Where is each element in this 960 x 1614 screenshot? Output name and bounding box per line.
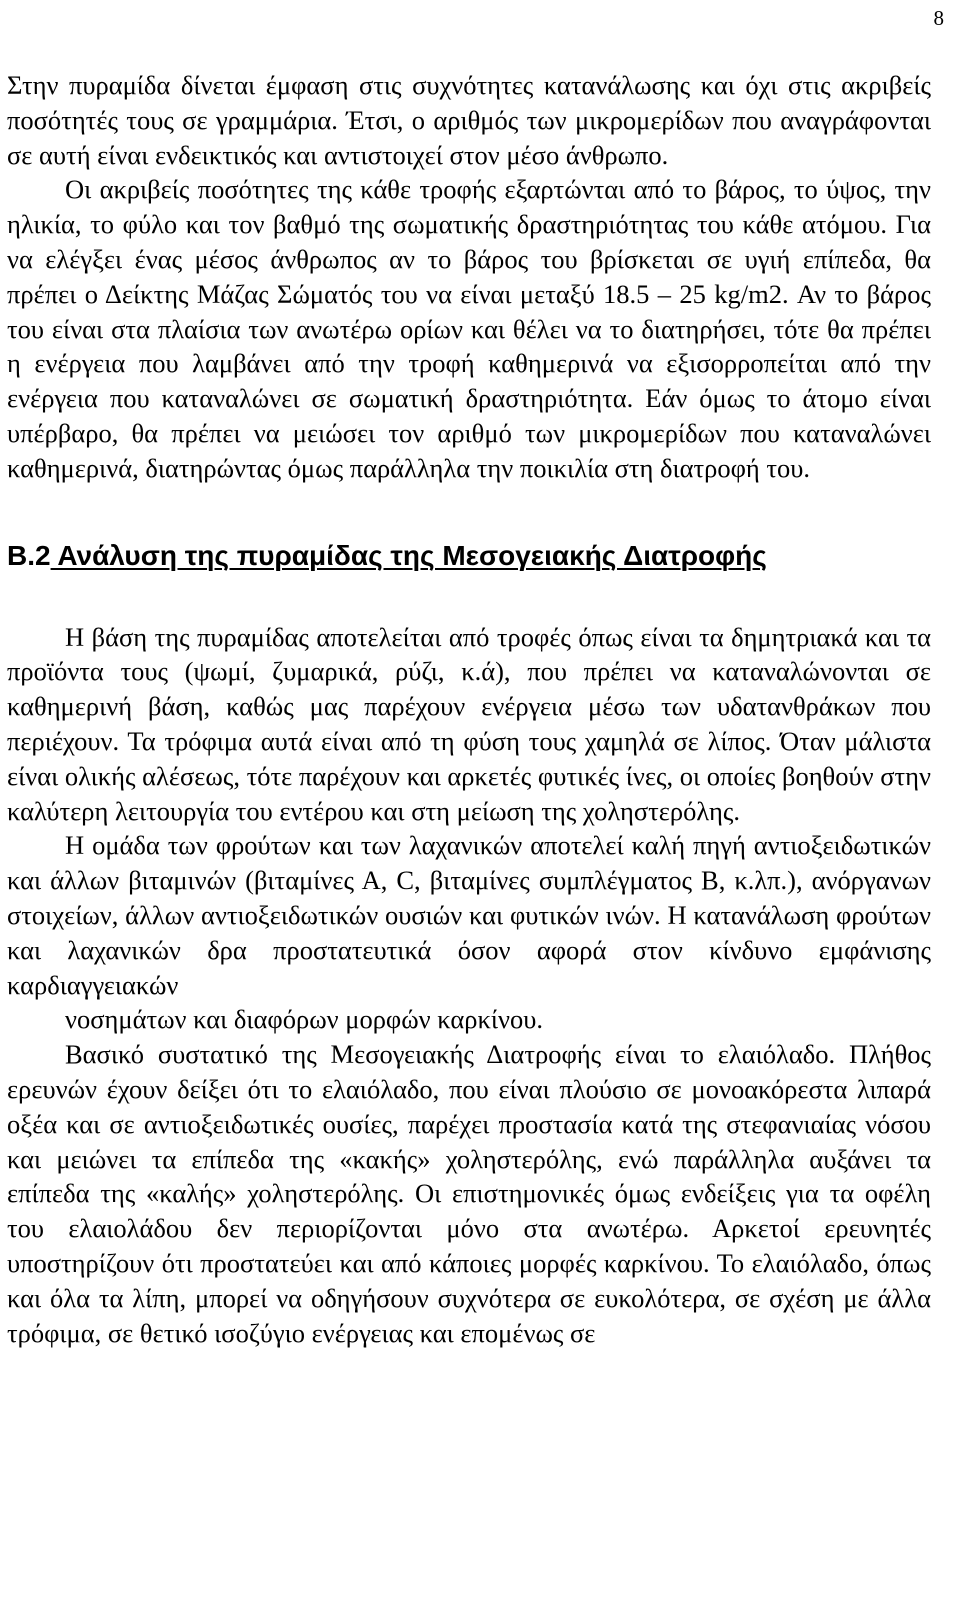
page-number: 8 xyxy=(933,6,944,30)
section-paragraph-1: Η βάση της πυραμίδας αποτελείται από τροφές όπως είναι τα δημητριακά και τα προϊόντα τους (ψωμί, ζυμαρικά, ρύζι, κ.ά), που πρέπει να καταναλώνονται σε καθημερινή βάση, καθώς μας παρέχουν ενέργεια μέσω των υδατανθράκων που περιέχουν. Τα τρόφιμα αυτά είναι από τη φύση τους χαμηλά σε λίπος. Όταν μάλιστα είναι ολικής αλέσεως, τότε παρέχουν και αρκετές φυτικές ίνες, οι οποίες βοηθούν στην καλύτερη λειτουργία του εντέρου και στη μείωση της χοληστερόλης. xyxy=(7,621,931,826)
section-heading xyxy=(7,536,931,576)
intro-paragraph-1: Στην πυραμίδα δίνεται έμφαση στις συχνότητες κατανάλωσης και όχι στις ακριβείς ποσότητές τους σε γραμμάρια. Έτσι, ο αριθμός των μικρομερίδων που αναγράφονται σε αυτή είναι ενδεικτικός και αντιστοιχεί στον μέσο άνθρωπο. xyxy=(7,70,931,170)
section-number: Β.2 xyxy=(7,539,51,571)
section-title: Ανάλυση της πυραμίδας της Μεσογειακής Διατροφής xyxy=(50,539,767,571)
section-paragraph-2: Η ομάδα των φρούτων και των λαχανικών αποτελεί καλή πηγή αντιοξειδωτικών και άλλων βιταμινών (βιταμίνες Α, C, βιταμίνες συμπλέγματος Β, κ.λπ.), ανόργανων στοιχείων, άλλων αντιοξειδωτικών ουσιών και φυτικών ινών. Η κατανάλωση φρούτων και λαχανικών δρα προστατευτικά όσον αφορά στον κίνδυνο εμφάνισης καρδιαγγειακών xyxy=(7,830,931,1000)
document-body xyxy=(7,68,931,1350)
section-paragraph-3: Βασικό συστατικό της Μεσογειακής Διατροφής είναι το ελαιόλαδο. Πλήθος ερευνών έχουν δείξει ότι το ελαιόλαδο, που είναι πλούσιο σε μονοακόρεστα λιπαρά οξέα και σε αντιοξειδωτικές ουσίες, παρέχει προστασία κατά της στεφανιαίας νόσου και μειώνει τα επίπεδα της «κακής» χοληστερόλης, ενώ παράλληλα αυξάνει τα επίπεδα της «καλής» χοληστερόλης. Οι επιστημονικές όμως ενδείξεις για τα οφέλη του ελαιολάδου δεν περιορίζονται μόνο στα ανωτέρω. Αρκετοί ερευνητές υποστηρίζουν ότι προστατεύει και από κάποιες μορφές καρκίνου. Το ελαιόλαδο, όπως και όλα τα λίπη, μπορεί να οδηγήσουν συχνότερα σε ευκολότερα, σε σχέση με άλλα τρόφιμα, σε θετικό ισοζύγιο ενέργειας και επομένως σε xyxy=(7,1039,931,1348)
intro-paragraph-2: Οι ακριβείς ποσότητες της κάθε τροφής εξαρτώνται από το βάρος, το ύψος, την ηλικία, το φύλο και τον βαθμό της σωματικής δραστηριότητας του κάθε ατόμου. Για να ελέγξει ένας μέσος άνθρωπος αν το βάρος του βρίσκεται σε υγιή επίπεδα, θα πρέπει ο Δείκτης Μάζας Σώματός του να είναι μεταξύ 18.5 – 25 kg/m2. Αν το βάρος του είναι στα πλαίσια των ανωτέρω ορίων και θέλει να το διατηρήσει, τότε θα πρέπει η ενέργεια που λαμβάνει από την τροφή καθημερινά να εξισορροπείται από την ενέργεια που καταναλώνει σε σωματική δραστηριότητα. Εάν όμως το άτομο είναι υπέρβαρο, θα πρέπει να μειώσει τον αριθμό των μικρομερίδων που καταναλώνει καθημερινά, διατηρώντας όμως παράλληλα την ποικιλία στη διατροφή του. xyxy=(7,174,931,483)
section-paragraph-2-continuation: νοσημάτων και διαφόρων μορφών καρκίνου. xyxy=(65,1004,543,1035)
